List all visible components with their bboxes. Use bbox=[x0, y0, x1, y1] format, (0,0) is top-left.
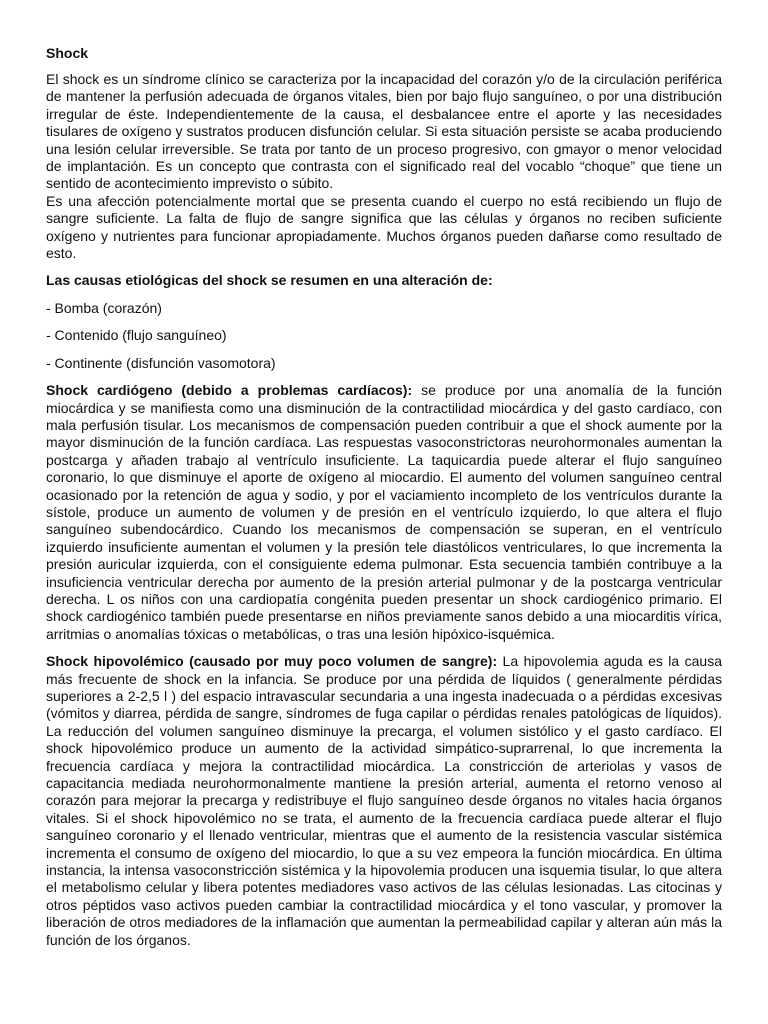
hypovolemic-shock-paragraph bbox=[46, 653, 722, 949]
causes-heading: Las causas etiológicas del shock se resumen en una alteración de: bbox=[46, 272, 493, 289]
cardiogenic-shock-paragraph bbox=[46, 382, 722, 643]
cause-item-container: - Continente (disfunción vasomotora) bbox=[46, 354, 276, 371]
cause-item-content: - Contenido (flujo sanguíneo) bbox=[46, 327, 227, 344]
cardiogenic-shock-heading: Shock cardiógeno (debido a problemas cardíacos): bbox=[46, 382, 413, 399]
document-title: Shock bbox=[46, 45, 89, 61]
cardiogenic-shock-body: se produce por una anomalía de la función miocárdica y se manifiesta como una disminución de la contractilidad miocárdica y del gasto cardíaco, con mala perfusión tisular. Los mecanismos de compensación pueden contribuir a que el shock aumente por la mayor disminución de la función cardíaca. Las respuestas vasoconstrictoras neurohormonales aumentan la postcarga y añaden trabajo al ventrículo insuficiente. La taquicardia puede alterar el flujo sanguíneo coronario, lo que disminuye el aporte de oxígeno al miocardio. El aumento del volumen sanguíneo central ocasionado por la retención de agua y sodio, y por el vaciamiento incompleto de los ventrículos durante la sístole, produce un aumento de volumen y de presión en el ventrículo izquierdo, lo que altera el flujo sanguíneo subendocárdico. Cuando los mecanismos de compensación se superan, en el ventrículo izquierdo insuficiente aumentan el volumen y la presión tele diastólicos ventriculares, lo que incrementa la presión auricular izquierda, con el consiguiente edema pulmonar. Esta secuencia también contribuye a la insuficiencia ventricular derecha por aumento de la presión arterial pulmonar y de la postcarga ventricular derecha. L os niños con una cardiopatía congénita pueden presentar un shock cardiogénico primario. El shock cardiogénico también puede presentarse en niños previamente sanos debido a una miocarditis vírica, arritmias o anomalías tóxicas o metabólicas, o tras una lesión hipóxico-isquémica. bbox=[46, 382, 723, 642]
cause-item-pump: - Bomba (corazón) bbox=[46, 299, 162, 316]
hypovolemic-shock-body: La hipovolemia aguda es la causa más frecuente de shock en la infancia. Se produce por una pérdida de líquidos ( generalmente pérdidas superiores a 2-2,5 l ) del espacio intravascular secundaria a una ingesta inadecuada o a pérdidas excesivas (vómitos y diarrea, pérdida de sangre, síndromes de fuga capilar o pérdidas renales patológicas de líquidos). La reducción del volumen sanguíneo disminuye la precarga, el volumen sistólico y el gasto cardíaco. El shock hipovolémico produce un aumento de la actividad simpático-suprarrenal, lo que incrementa la frecuencia cardíaca y mejora la contractilidad miocárdica. La constricción de arteriolas y vasos de capacitancia mediada neurohormonalmente mantiene la presión arterial, aumenta el retorno venoso al corazón para mejorar la precarga y redistribuye el flujo sanguíneo desde órganos no vitales hacia órganos vitales. Si el shock hipovolémico no se trata, el aumento de la frecuencia cardíaca puede alterar el flujo sanguíneo coronario y el llenado ventricular, mientras que el aumento de la resistencia vascular sistémica incrementa el consumo de oxígeno del miocardio, lo que a su vez empeora la función miocárdica. En última instancia, la intensa vasoconstricción sistémica y la hipovolemia producen una isquemia tisular, lo que altera el metabolismo celular y libera potentes mediadores vaso activos de las células lesionadas. Las citocinas y otros péptidos vaso activos pueden cambiar la contractilidad miocárdica y el tono vascular, y promover la liberación de otros mediadores de la inflamación que aumentan la permeabilidad capilar y alteran aún más la función de los órganos. bbox=[46, 653, 722, 948]
intro-paragraph bbox=[46, 71, 722, 262]
causes-list bbox=[46, 300, 722, 372]
hypovolemic-shock-heading: Shock hipovolémico (causado por muy poco volumen de sangre): bbox=[46, 653, 498, 670]
intro-paragraph-2: Es una afección potencialmente mortal que se presenta cuando el cuerpo no está recibiendo un flujo de sangre suficiente. La falta de flujo de sangre significa que las células y órganos no reciben suficiente oxígeno y nutrientes para funcionar apropiadamente. Muchos órganos pueden dañarse como resultado de esto. bbox=[46, 192, 722, 262]
intro-paragraph-1: El shock es un síndrome clínico se caracteriza por la incapacidad del corazón y/o de la circulación periférica de mantener la perfusión adecuada de órganos vitales, bien por bajo flujo sanguíneo, o por una distribución irregular de éste. Independientemente de la causa, el desbalancee entre el aporte y las necesidades tisulares de oxígeno y sustratos producen disfunción celular. Si esta situación persiste se acaba produciendo una lesión celular irreversible. Se trata por tanto de un proceso progresivo, con gmayor o menor velocidad de implantación. Es un concepto que contrasta con el significado real del vocablo “choque” que tiene un sentido de acontecimiento imprevisto o súbito. bbox=[46, 71, 722, 192]
